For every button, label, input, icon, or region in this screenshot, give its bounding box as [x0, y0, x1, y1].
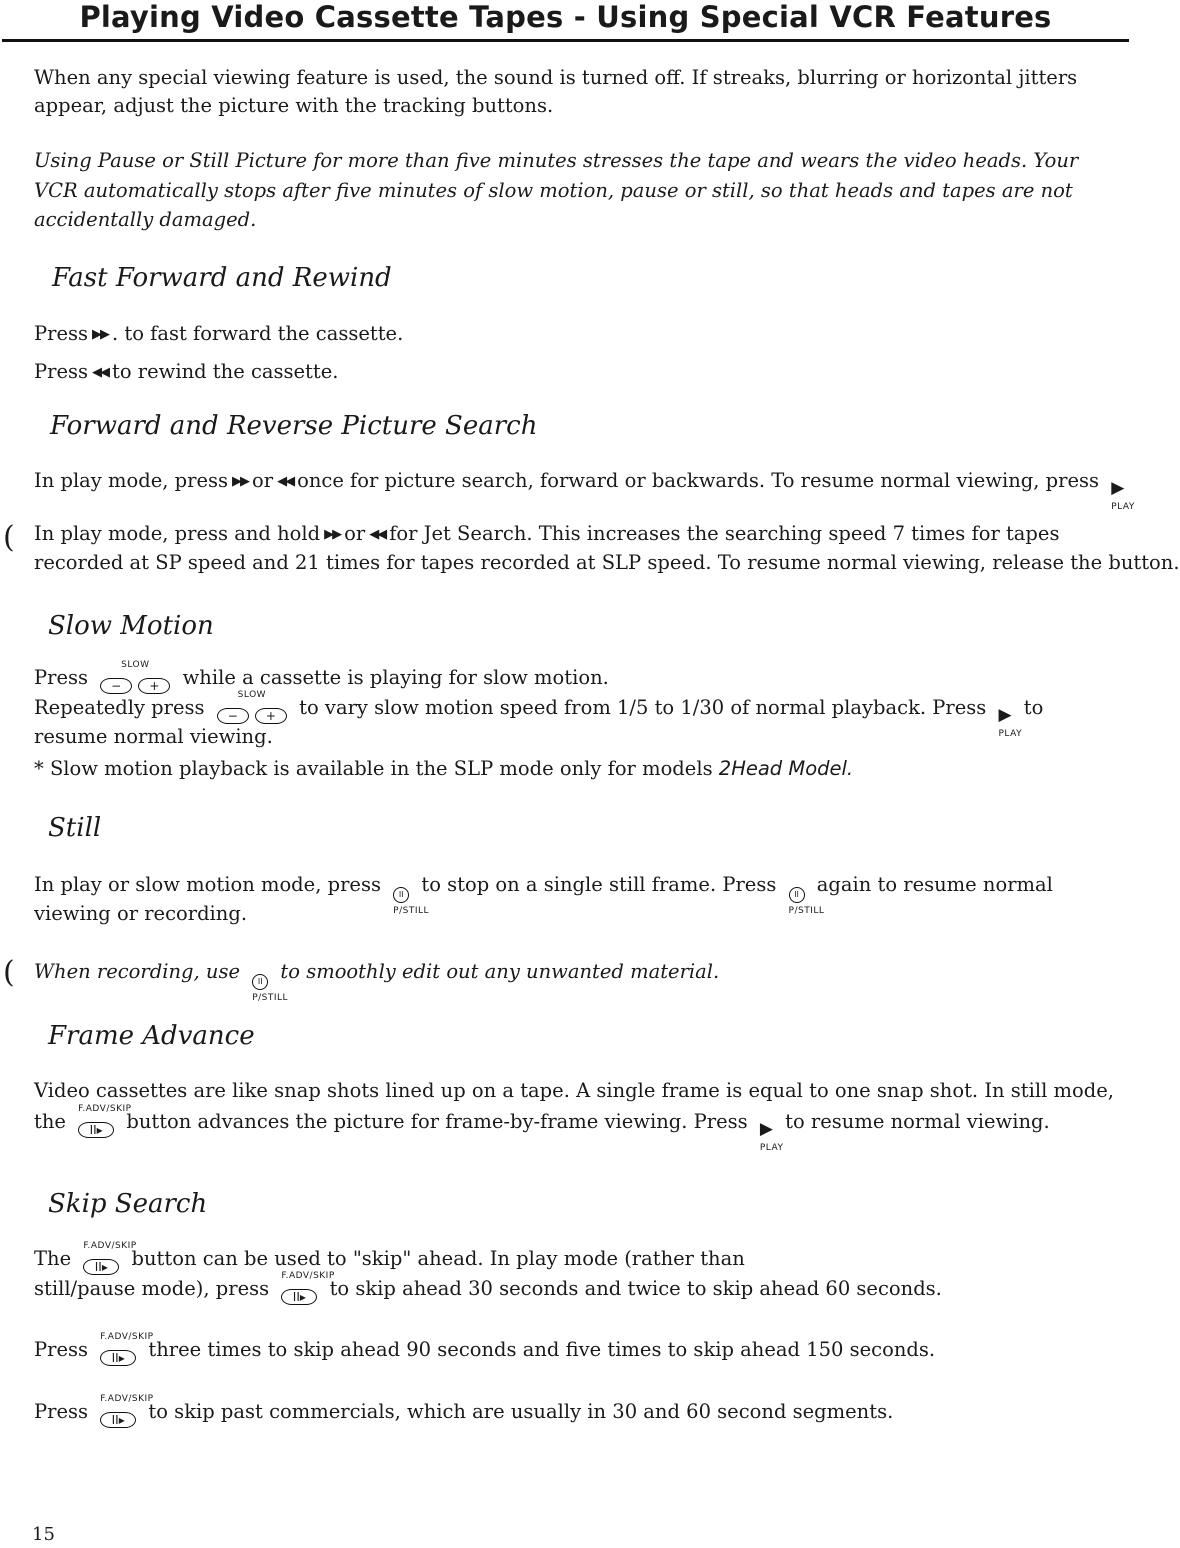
slow-line-2: Repeatedly press SLOW − + to vary slow motion speed from 1/5 to 1/30 of normal playback. Press ▶ PLAY to — [34, 690, 1044, 739]
pause-still-button-icon: II P/STILL — [789, 877, 805, 905]
slow-buttons-icon: SLOW − + — [100, 670, 170, 698]
skip-line-4: Press F.ADV/SKIP II▸ to skip past commercials, which are usually in 30 and 60 second segments. — [34, 1398, 893, 1432]
warning-line-2: VCR automatically stops after five minutes of slow motion, pause or still, so that heads and tapes are not — [34, 179, 1073, 202]
search-line-1: In play mode, press ▶▶ or ◀◀ once for picture search, forward or backwards. To resume normal viewing, press ▶ PLAY — [34, 469, 1135, 512]
skip-line-1: The F.ADV/SKIP II▸ button can be used to "skip" ahead. In play mode (rather than — [34, 1245, 745, 1279]
frame-advance-skip-button-icon: F.ADV/SKIP II▸ — [100, 1394, 154, 1427]
rewind-icon: ◀◀ — [369, 527, 386, 542]
frame-advance-skip-button-icon: F.ADV/SKIP II▸ — [100, 1332, 154, 1365]
rewind-icon: ◀◀ — [277, 474, 294, 489]
margin-bracket: ( — [3, 955, 15, 990]
title-rule — [2, 39, 1129, 42]
fast-forward-icon: ▶▶ — [324, 527, 341, 542]
still-tip: When recording, use II P/STILL to smoothly edit out any unwanted material. — [34, 960, 720, 1003]
intro-line-2: appear, adjust the picture with the tracking buttons. — [34, 94, 554, 117]
still-line-2: viewing or recording. — [34, 902, 248, 925]
pause-still-button-icon: II P/STILL — [393, 877, 409, 905]
skip-line-3: Press F.ADV/SKIP II▸ three times to skip ahead 90 seconds and five times to skip ahead 150 seconds. — [34, 1336, 935, 1370]
heading-skip-search: Skip Search — [48, 1189, 208, 1219]
warning-line-3: accidentally damaged. — [34, 208, 257, 231]
search-line-3: recorded at SP speed and 21 times for tapes recorded at SLP speed. To resume normal viewing, release the button. — [34, 551, 1180, 574]
frame-advance-skip-button-icon: F.ADV/SKIP II▸ — [78, 1104, 132, 1137]
heading-still: Still — [48, 813, 102, 843]
handwritten-note: 2Head Model. — [718, 757, 854, 780]
frame-line-1: Video cassettes are like snap shots lined up on a tape. A single frame is equal to one snap shot. In still mode, — [34, 1079, 1114, 1102]
page-number: 15 — [32, 1524, 55, 1545]
heading-picture-search: Forward and Reverse Picture Search — [50, 411, 538, 441]
search-line-2: In play mode, press and hold ▶▶ or ◀◀ for Jet Search. This increases the searching speed 7 times for tapes — [34, 520, 1059, 549]
fast-forward-icon: ▶▶ — [92, 327, 108, 342]
still-line-1: In play or slow motion mode, press II P/STILL to stop on a single still frame. Press II P/STILL again to resume normal — [34, 873, 1053, 916]
slow-line-4: * Slow motion playback is available in the SLP mode only for models 2Head Model. — [34, 757, 854, 780]
warning-line-1: Using Pause or Still Picture for more than five minutes stresses the tape and wears the video heads. Your — [34, 149, 1079, 172]
fast-forward-icon: ▶▶ — [232, 474, 249, 489]
slow-buttons-icon: SLOW − + — [217, 700, 287, 728]
slow-line-3: resume normal viewing. — [34, 725, 273, 748]
heading-slow-motion: Slow Motion — [48, 611, 214, 641]
play-button-icon: ▶ PLAY — [1111, 478, 1135, 512]
heading-frame-advance: Frame Advance — [48, 1021, 255, 1051]
play-button-icon: ▶ PLAY — [759, 1119, 784, 1153]
skip-line-2: still/pause mode), press F.ADV/SKIP II▸ to skip ahead 30 seconds and twice to skip ahead 60 seconds. — [34, 1275, 942, 1309]
pause-still-button-icon: II P/STILL — [252, 964, 268, 992]
margin-bracket: ( — [3, 520, 15, 555]
ff-line: Press ▶▶ . to fast forward the cassette. — [34, 320, 403, 349]
intro-line-1: When any special viewing feature is used, the sound is turned off. If streaks, blurring or horizontal jitters — [34, 66, 1078, 89]
frame-advance-skip-button-icon: F.ADV/SKIP II▸ — [281, 1271, 335, 1304]
rew-line: Press ◀◀ to rewind the cassette. — [34, 358, 338, 387]
frame-line-2: the F.ADV/SKIP II▸ button advances the picture for frame-by-frame viewing. Press ▶ PLAY to resume normal viewing. — [34, 1104, 1050, 1153]
slow-line-1: Press SLOW − + while a cassette is playing for slow motion. — [34, 664, 609, 698]
rewind-icon: ◀◀ — [92, 365, 108, 380]
page-title: Playing Video Cassette Tapes - Using Special VCR Features — [79, 0, 1052, 34]
heading-fast-forward-rewind: Fast Forward and Rewind — [52, 263, 392, 293]
play-button-icon: ▶ PLAY — [998, 705, 1023, 739]
frame-advance-skip-button-icon: F.ADV/SKIP II▸ — [83, 1241, 137, 1274]
